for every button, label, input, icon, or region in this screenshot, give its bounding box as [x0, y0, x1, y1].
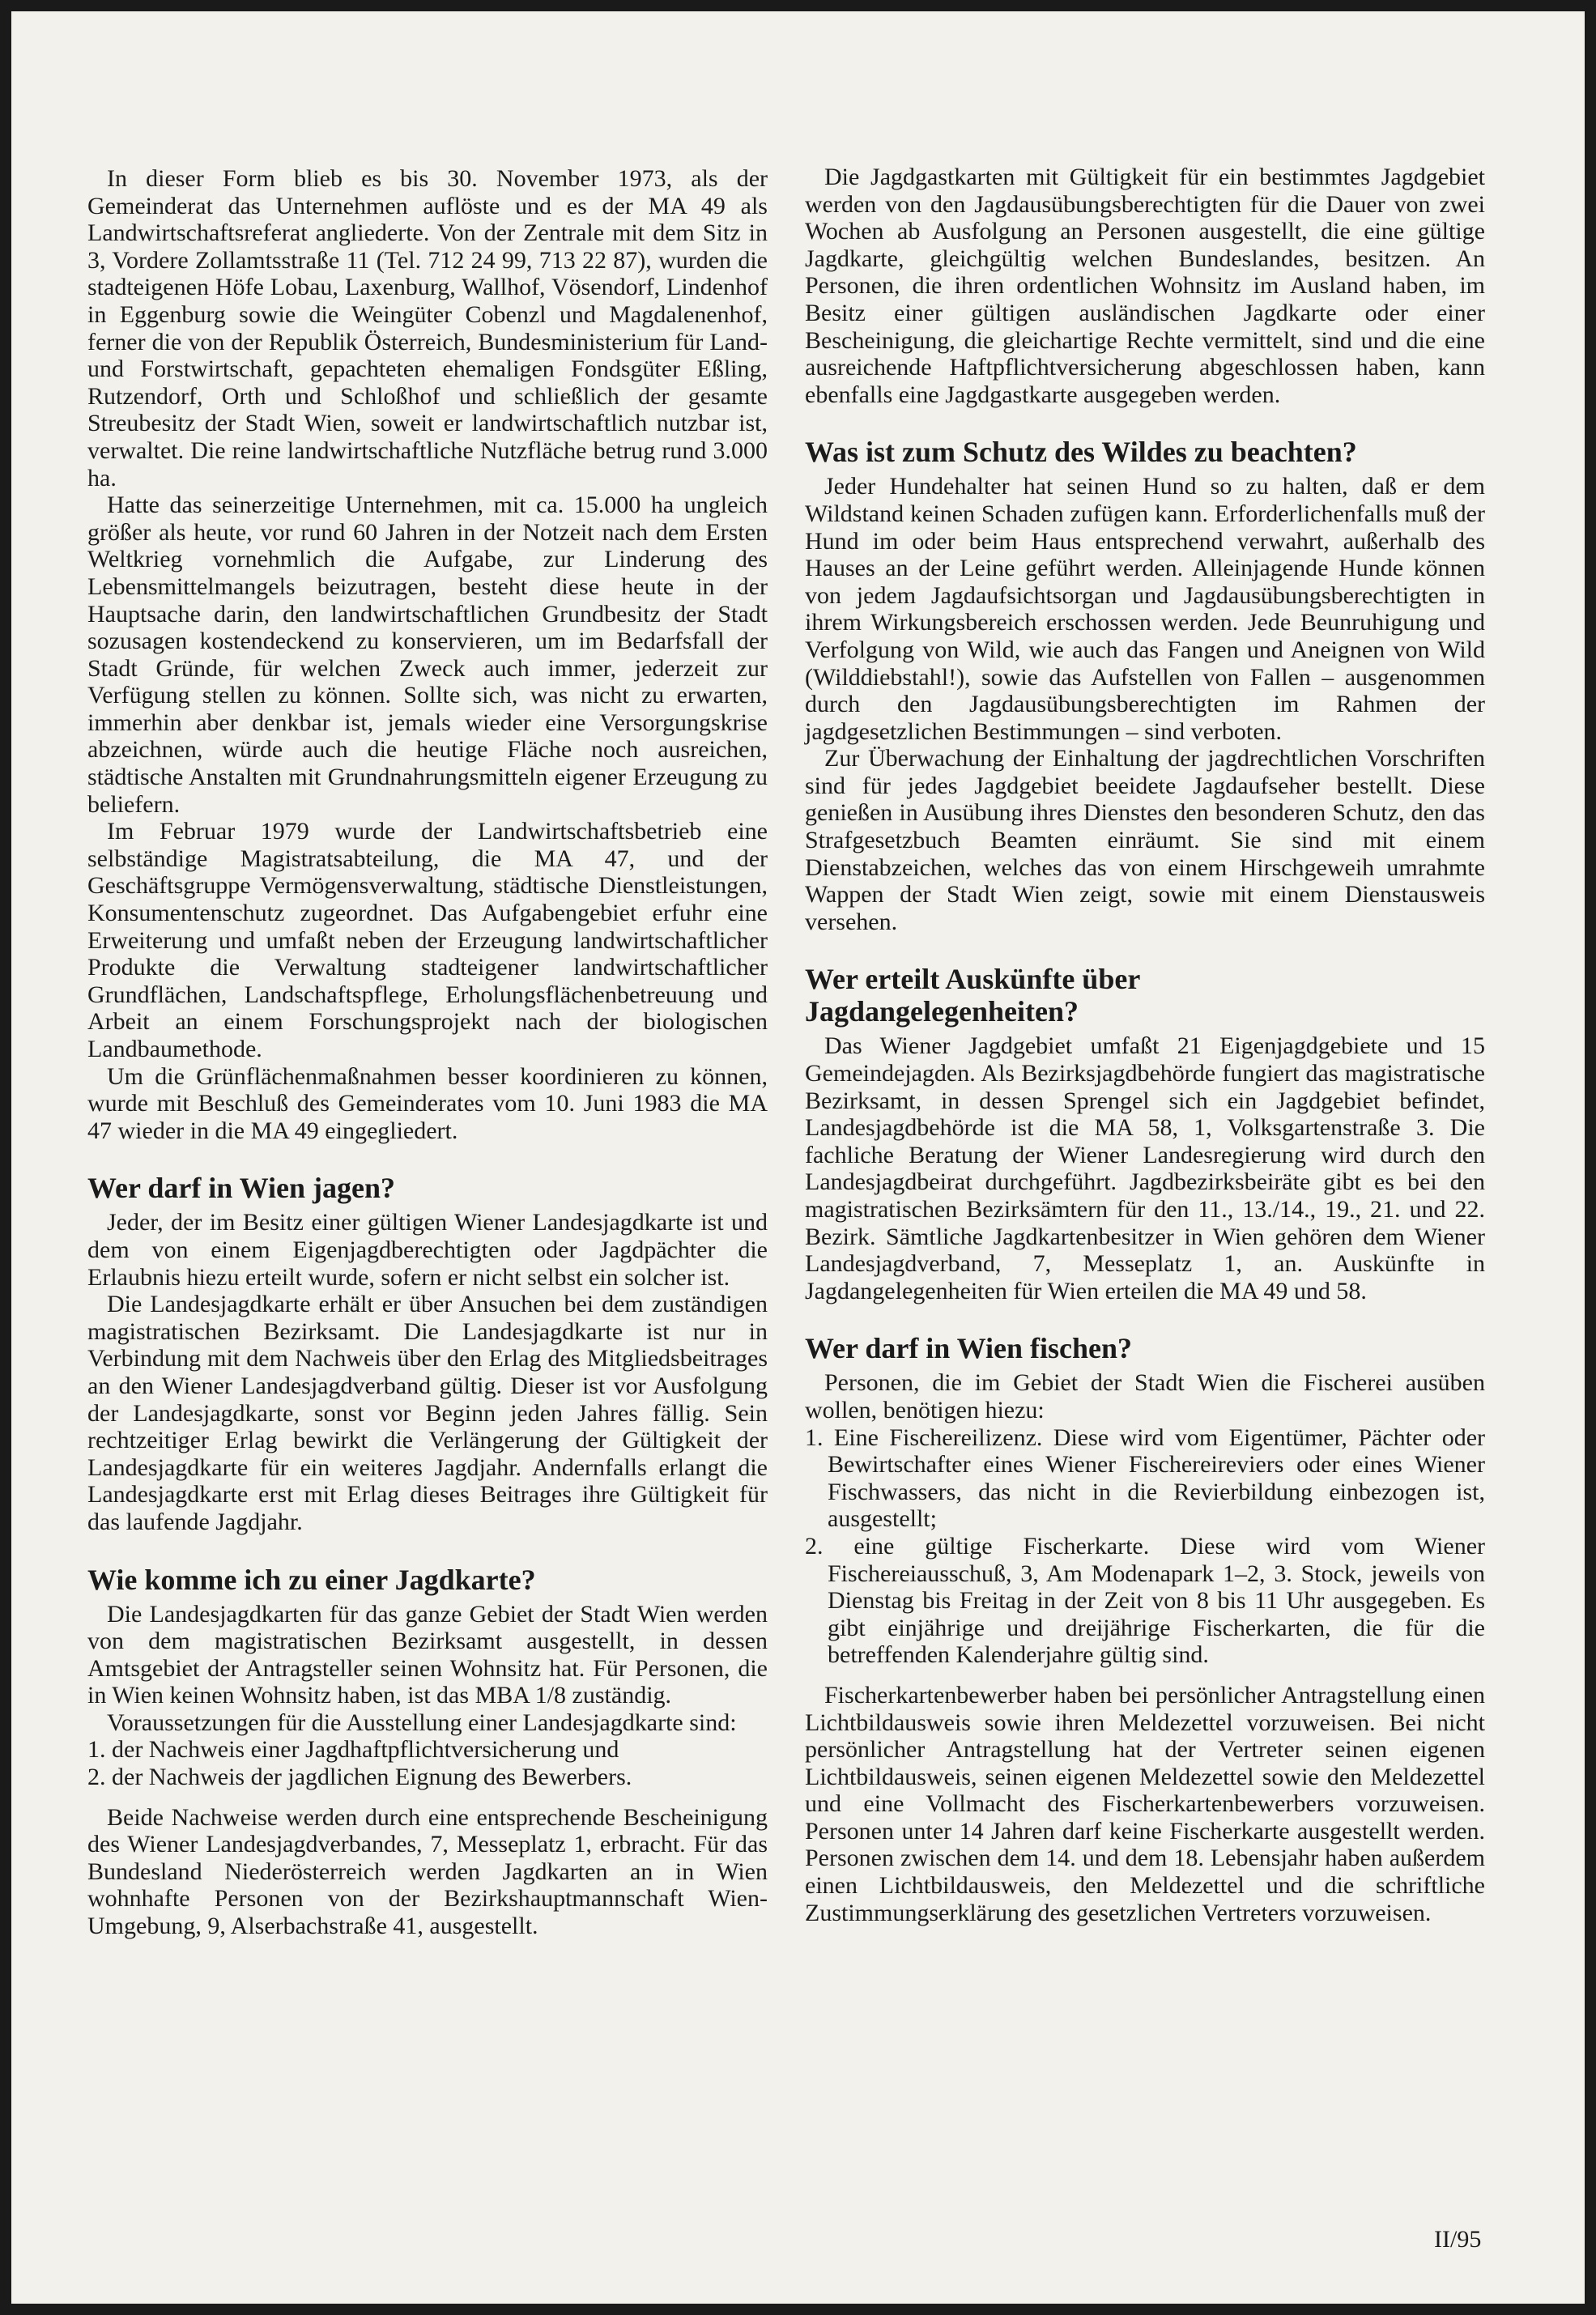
- list-item: 2. eine gültige Fischerkarte. Diese wird vom Wiener Fischereiausschuß, 3, Am Modenapark 1–2, 3. Stock, jeweils von Dienstag bis Freitag in der Zeit von 8 bis 11 Uhr ausgegeben. Es gibt einjährige und dreijährige Fischerkarten, die für die betreffenden Kalenderjahre gültig sind.: [805, 1532, 1485, 1669]
- paragraph: Personen, die im Gebiet der Stadt Wien die Fischerei ausüben wollen, benötigen hiezu:: [805, 1369, 1485, 1423]
- list-item: 2. der Nachweis der jagdlichen Eignung des Bewerbers.: [87, 1764, 632, 1791]
- left-column: [87, 165, 768, 1940]
- paragraph: Die Landesjagdkarten für das ganze Gebiet der Stadt Wien werden von dem magistratischen Bezirksamt ausgestellt, in dessen Amtsgebiet der Antragsteller seinen Wohnsitz hat. Für Personen, die in Wien keinen Wohnsitz haben, ist das MBA 1/8 zuständig.: [87, 1600, 768, 1709]
- paragraph: Zur Überwachung der Einhaltung der jagdrechtlichen Vorschriften sind für jedes Jagdgebiet beeidete Jagdaufseher bestellt. Diese genießen in Ausübung ihres Dienstes den besonderen Schutz, den das Strafgesetzbuch Beamten einräumt. Sie sind mit einem Dienstabzeichen, welches das von einem Hirschgeweih umrahmte Wappen der Stadt Wien zeigt, sowie mit einem Dienstausweis versehen.: [805, 745, 1485, 935]
- list-item: 1. der Nachweis einer Jagdhaftpflichtversicherung und: [87, 1736, 619, 1764]
- page-number: II/95: [1434, 2226, 1482, 2253]
- paragraph: Die Jagdgastkarten mit Gültigkeit für ein bestimmtes Jagdgebiet werden von den Jagdausübungsberechtigten für die Dauer von zwei Wochen ab Ausfolgung an Personen ausgestellt, die eine gültige Jagdkarte, gleichgültig welchen Bundeslandes, besitzen. An Personen, die ihren ordentlichen Wohnsitz im Ausland haben, im Besitz einer gültigen ausländischen Jagdkarte oder einer Bescheinigung, die gleichartige Rechte vermittelt, sind und die eine ausreichende Haftpflichtversicherung abgeschlossen haben, kann ebenfalls eine Jagdgastkarte ausgegeben werden.: [805, 164, 1485, 408]
- paragraph: Hatte das seinerzeitige Unternehmen, mit ca. 15.000 ha ungleich größer als heute, vor rund 60 Jahren in der Notzeit nach dem Ersten Weltkrieg vornehmlich die Aufgabe, zur Linderung des Lebensmittelmangels beizutragen, besteht diese heute in der Hauptsache darin, den landwirtschaftlichen Grundbesitz der Stadt sozusagen kostendeckend zu konservieren, um im Bedarfsfall der Stadt Gründe, für welchen Zweck auch immer, jederzeit zur Verfügung stellen zu können. Sollte sich, was nicht zu erwarten, immerhin aber denkbar ist, jemals wieder eine Versorgungskrise abzeichnen, würde auch die heutige Fläche noch ausreichen, städtische Anstalten mit Grundnahrungsmitteln eigener Erzeugung zu beliefern.: [87, 492, 768, 818]
- document-page: [11, 11, 1585, 2304]
- section-heading: Wer darf in Wien jagen?: [87, 1172, 396, 1205]
- section-heading: Wie komme ich zu einer Jagdkarte?: [87, 1563, 536, 1596]
- requirements-list: [87, 1736, 768, 1790]
- fishing-requirements-list: [805, 1424, 1485, 1669]
- paragraph: Das Wiener Jagdgebiet umfaßt 21 Eigenjagdgebiete und 15 Gemeindejagden. Als Bezirksjagdbehörde fungiert das magistratische Bezirksamt, in dessen Sprengel sich ein Jagdgebiet befindet, Landesjagdbehörde ist die MA 58, 1, Volksgartenstraße 3. Die fachliche Beratung der Wiener Landesregierung wird durch den Landesjagdbeirat durchgeführt. Jagdbezirksbeiräte gibt es bei den magistratischen Bezirksämtern für den 11., 13./14., 19., 21. und 22. Bezirk. Sämtliche Jagdkartenbesitzer in Wien gehören dem Wiener Landesjagdverband, 7, Messeplatz 1, an. Auskünfte in Jagdangelegenheiten für Wien erteilen die MA 49 und 58.: [805, 1032, 1485, 1304]
- list-item: 1. Eine Fischereilizenz. Diese wird vom Eigentümer, Pächter oder Bewirtschafter eines Wiener Fischereireviers oder eines Wiener Fischwassers, das nicht in die Revierbildung einbezogen ist, ausgestellt;: [805, 1423, 1485, 1533]
- paragraph: Jeder Hundehalter hat seinen Hund so zu halten, daß er dem Wildstand keinen Schaden zufügen kann. Erforderlichenfalls muß der Hund im oder beim Haus entsprechend verwahrt, außerhalb des Hauses an der Leine geführt werden. Alleinjagende Hunde können von jedem Jagdaufsichtsorgan und Jagdausübungsberechtigten in ihrem Wirkungsbereich erschossen werden. Jede Beunruhigung und Verfolgung von Wild, wie auch das Fangen und Aneignen von Wild (Wilddiebstahl!), sowie das Aufstellen von Fallen – ausgenommen durch den Jagdausübungsberechtigten im Rahmen der jagdgesetzlichen Bestimmungen – sind verboten.: [805, 473, 1485, 745]
- section-heading: Wer erteilt Auskünfte über Jagdangelegenheiten?: [805, 963, 1140, 1028]
- section-heading: Was ist zum Schutz des Wildes zu beachten?: [805, 436, 1357, 469]
- paragraph: Voraussetzungen für die Ausstellung einer Landesjagdkarte sind:: [107, 1709, 737, 1736]
- paragraph: Die Landesjagdkarte erhält er über Ansuchen bei dem zuständigen magistratischen Bezirksamt. Die Landesjagdkarte ist nur in Verbindung mit dem Nachweis über den Erlag des Mitgliedsbeitrages an den Wiener Landesjagdverband gültig. Dieser ist vor Ausfolgung der Landesjagdkarte, sonst vor Beginn jeden Jahres fällig. Sein rechtzeitiger Erlag bewirkt die Verlängerung der Gültigkeit der Landesjagdkarte für ein weiteres Jagdjahr. Andernfalls erlangt die Landesjagdkarte erst mit Erlag dieses Beitrages ihre Gültigkeit für das laufende Jagdjahr.: [87, 1291, 768, 1535]
- paragraph: In dieser Form blieb es bis 30. November 1973, als der Gemeinderat das Unternehmen auflöste und es der MA 49 als Landwirtschaftsreferat angliederte. Von der Zentrale mit dem Sitz in 3, Vordere Zollamtsstraße 11 (Tel. 712 24 99, 713 22 87), wurden die stadteigenen Höfe Lobau, Laxenburg, Wallhof, Vösendorf, Lindenhof in Eggenburg sowie die Weingüter Cobenzl und Magdalenenhof, ferner die von der Republik Österreich, Bundesministerium für Land- und Forstwirtschaft, gepachteten ehemaligen Fondsgüter Eßling, Rutzendorf, Orth und Schloßhof und schließlich der gesamte Streubesitz der Stadt Wien, soweit er landwirtschaftlich nutzbar ist, verwaltet. Die reine landwirtschaftliche Nutzfläche betrug rund 3.000 ha.: [87, 165, 768, 492]
- paragraph: Fischerkartenbewerber haben bei persönlicher Antragstellung einen Lichtbildausweis sowie ihren Meldezettel vorzuweisen. Bei nicht persönlicher Antragstellung hat der Vertreter seinen eigenen Lichtbildausweis, seinen eigenen Meldezettel sowie den Meldezettel und eine Vollmacht des Fischerkartenbewerbers vorzuweisen. Personen unter 14 Jahren darf keine Fischerkarte ausgestellt werden. Personen zwischen dem 14. und dem 18. Lebensjahr haben außerdem einen Lichtbildausweis, den Meldezettel und die schriftliche Zustimmungserklärung des gesetzlichen Vertreters vorzuweisen.: [805, 1681, 1485, 1926]
- section-heading: Wer darf in Wien fischen?: [805, 1332, 1133, 1365]
- paragraph: Im Februar 1979 wurde der Landwirtschaftsbetrieb eine selbständige Magistratsabteilung, die MA 47, und der Geschäftsgruppe Vermögensverwaltung, städtische Dienstleistungen, Konsumentenschutz zugeordnet. Das Aufgabengebiet erfuhr eine Erweiterung und umfaßt neben der Erzeugung landwirtschaftlicher Produkte die Verwaltung stadteigener landwirtschaftlicher Grundflächen, Landschaftspflege, Erholungsflächenbetreuung und Arbeit an einem Forschungsprojekt nach der biologischen Landbaumethode.: [87, 818, 768, 1062]
- paragraph: Um die Grünflächenmaßnahmen besser koordinieren zu können, wurde mit Beschluß des Gemeinderates vom 10. Juni 1983 die MA 47 wieder in die MA 49 eingegliedert.: [87, 1062, 768, 1144]
- paragraph: Beide Nachweise werden durch eine entsprechende Bescheinigung des Wiener Landesjagdverbandes, 7, Messeplatz 1, erbracht. Für das Bundesland Niederösterreich werden Jagdkarten an in Wien wohnhafte Personen von der Bezirkshauptmannschaft Wien-Umgebung, 9, Alserbachstraße 41, ausgestellt.: [87, 1803, 768, 1940]
- right-column: [805, 164, 1485, 1926]
- paragraph: Jeder, der im Besitz einer gültigen Wiener Landesjagdkarte ist und dem von einem Eigenjagdberechtigten oder Jagdpächter die Erlaubnis hiezu erteilt wurde, sofern er nicht selbst ein solcher ist.: [87, 1209, 768, 1291]
